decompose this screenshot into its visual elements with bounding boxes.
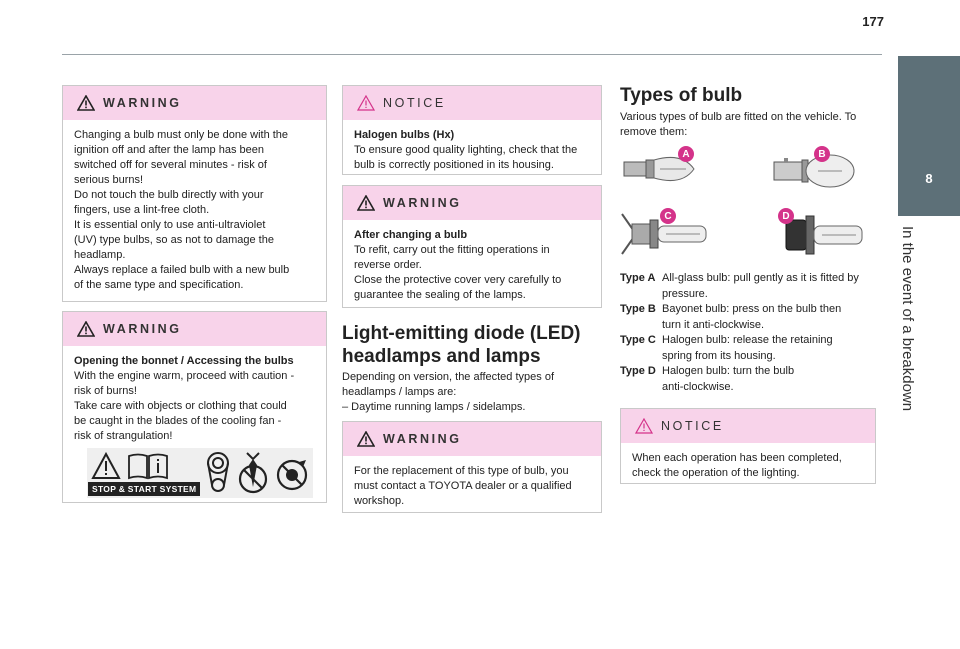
warning-header (63, 312, 326, 346)
warning-body (63, 346, 326, 452)
text-line: guarantee the sealing of the lamps. (354, 289, 526, 301)
list-item (620, 302, 876, 333)
warning-triangle-icon (357, 195, 375, 211)
text-line: switched off for several minutes - risk of (74, 159, 267, 171)
warning-header (343, 422, 601, 456)
types-intro (620, 110, 880, 140)
text-line: must contact a TOYOTA dealer or a qualified (354, 480, 572, 492)
warning-triangle-icon (77, 321, 95, 337)
stop-start-label: STOP & START SYSTEM (88, 482, 200, 496)
no-tie-icon (237, 451, 269, 495)
text-line: risk of strangulation! (74, 430, 173, 442)
no-hand-fan-icon (275, 458, 309, 492)
notice-triangle-icon (635, 418, 653, 434)
bulb-types-list (620, 271, 876, 395)
text-line: ignition off and after the lamp has been (74, 144, 264, 156)
text-line: check the operation of the lighting. (632, 467, 800, 479)
warning-box-after-change (342, 185, 602, 308)
text-line: Changing a bulb must only be done with the (74, 129, 289, 141)
warning-body (343, 456, 601, 517)
text-line: (UV) type bulbs, so as not to damage the (74, 234, 274, 246)
warning-title: WARNING (103, 96, 182, 110)
warning-body (63, 120, 326, 301)
text-line: Take care with objects or clothing that could (74, 400, 287, 412)
text-line: fingers, use a lint-free cloth. (74, 204, 210, 216)
notice-body (621, 443, 875, 489)
text-line: To ensure good quality lighting, check that the (354, 144, 578, 156)
list-item (620, 333, 876, 364)
notice-box-check-lighting (620, 408, 876, 484)
bulb-badge-d: D (778, 208, 794, 224)
bulb-badge-b: B (814, 146, 830, 162)
notice-header (621, 409, 875, 443)
chapter-tab-number: 8 (925, 171, 933, 186)
text-line: anti-clockwise. (662, 380, 734, 393)
text-line: remove them: (620, 126, 688, 138)
warning-header (63, 86, 326, 120)
bulb-badge-a: A (678, 146, 694, 162)
warning-title: WARNING (383, 432, 462, 446)
notice-body (343, 120, 601, 181)
text-line: It is essential only to use anti-ultraviolet (74, 219, 266, 231)
type-description (662, 271, 859, 302)
text-line: reverse order. (354, 259, 422, 271)
text-line: For the replacement of this type of bulb, you (354, 465, 569, 477)
bulb-type-d-image (784, 208, 874, 264)
warning-body (343, 220, 601, 311)
warning-title: WARNING (383, 196, 462, 210)
text-line: spring from its housing. (662, 349, 776, 362)
led-paragraph (342, 370, 602, 415)
type-description (662, 364, 794, 395)
led-heading-line1: Light-emitting diode (LED) (342, 323, 581, 344)
type-label: Type C (620, 334, 656, 346)
text-line: workshop. (354, 495, 405, 507)
type-description (662, 333, 833, 364)
text-line: serious burns! (74, 174, 144, 186)
text-line: Bayonet bulb: press on the bulb then (662, 303, 842, 315)
warning-box-bulb-change (62, 85, 327, 302)
notice-triangle-icon (357, 95, 375, 111)
warning-heading: After changing a bulb (354, 229, 468, 241)
fan-belt-icon (205, 451, 231, 495)
list-item (620, 364, 876, 395)
warning-header (343, 186, 601, 220)
notice-box-halogen (342, 85, 602, 175)
text-line: Do not touch the bulb directly with your (74, 189, 264, 201)
text-line: be caught in the blades of the cooling fan - (74, 415, 282, 427)
warning-heading: Opening the bonnet / Accessing the bulbs (74, 355, 294, 367)
text-line: turn it anti-clockwise. (662, 318, 765, 331)
type-label: Type D (620, 365, 656, 377)
type-label: Type A (620, 272, 656, 284)
bulb-badge-c: C (660, 208, 676, 224)
led-heading-line2: headlamps and lamps (342, 346, 541, 367)
text-line: of the same type and specification. (74, 279, 244, 291)
list-item (620, 271, 876, 302)
text-line: – Daytime running lamps / sidelamps. (342, 401, 526, 413)
text-line: headlamp. (74, 249, 126, 261)
notice-title: NOTICE (661, 419, 724, 433)
text-line: With the engine warm, proceed with caution - (74, 370, 295, 382)
warning-box-led (342, 421, 602, 513)
caution-triangle-icon (91, 452, 121, 480)
led-section-heading (342, 322, 602, 368)
text-line: headlamps / lamps are: (342, 386, 457, 398)
warning-title: WARNING (103, 322, 182, 336)
warning-triangle-icon (357, 431, 375, 447)
text-line: Depending on version, the affected types of (342, 371, 554, 383)
chapter-tab[interactable] (898, 56, 960, 216)
notice-title: NOTICE (383, 96, 446, 110)
type-description (662, 302, 841, 333)
chapter-title: In the event of a breakdown (899, 226, 916, 412)
types-of-bulb-heading: Types of bulb (620, 85, 743, 106)
text-line: bulb is correctly positioned in its housing. (354, 159, 554, 171)
notice-header (343, 86, 601, 120)
text-line: Various types of bulb are fitted on the vehicle. To (620, 111, 857, 123)
text-line: When each operation has been completed, (632, 452, 842, 464)
text-line: Always replace a failed bulb with a new bulb (74, 264, 290, 276)
warning-triangle-icon (77, 95, 95, 111)
page-number: 177 (862, 14, 884, 29)
text-line: Close the protective cover very carefully to (354, 274, 562, 286)
warning-box-bonnet (62, 311, 327, 503)
type-label: Type B (620, 303, 656, 315)
warning-pictograms (87, 448, 313, 498)
text-line: pressure. (662, 287, 708, 300)
text-line: To refit, carry out the fitting operations in (354, 244, 550, 256)
manual-book-icon (127, 452, 169, 480)
text-line: risk of burns! (74, 385, 137, 397)
notice-heading: Halogen bulbs (Hx) (354, 129, 455, 141)
text-line: Halogen bulb: turn the bulb (662, 365, 795, 377)
text-line: All-glass bulb: pull gently as it is fitted by (662, 272, 859, 284)
text-line: Halogen bulb: release the retaining (662, 334, 833, 346)
header-rule (62, 54, 882, 55)
